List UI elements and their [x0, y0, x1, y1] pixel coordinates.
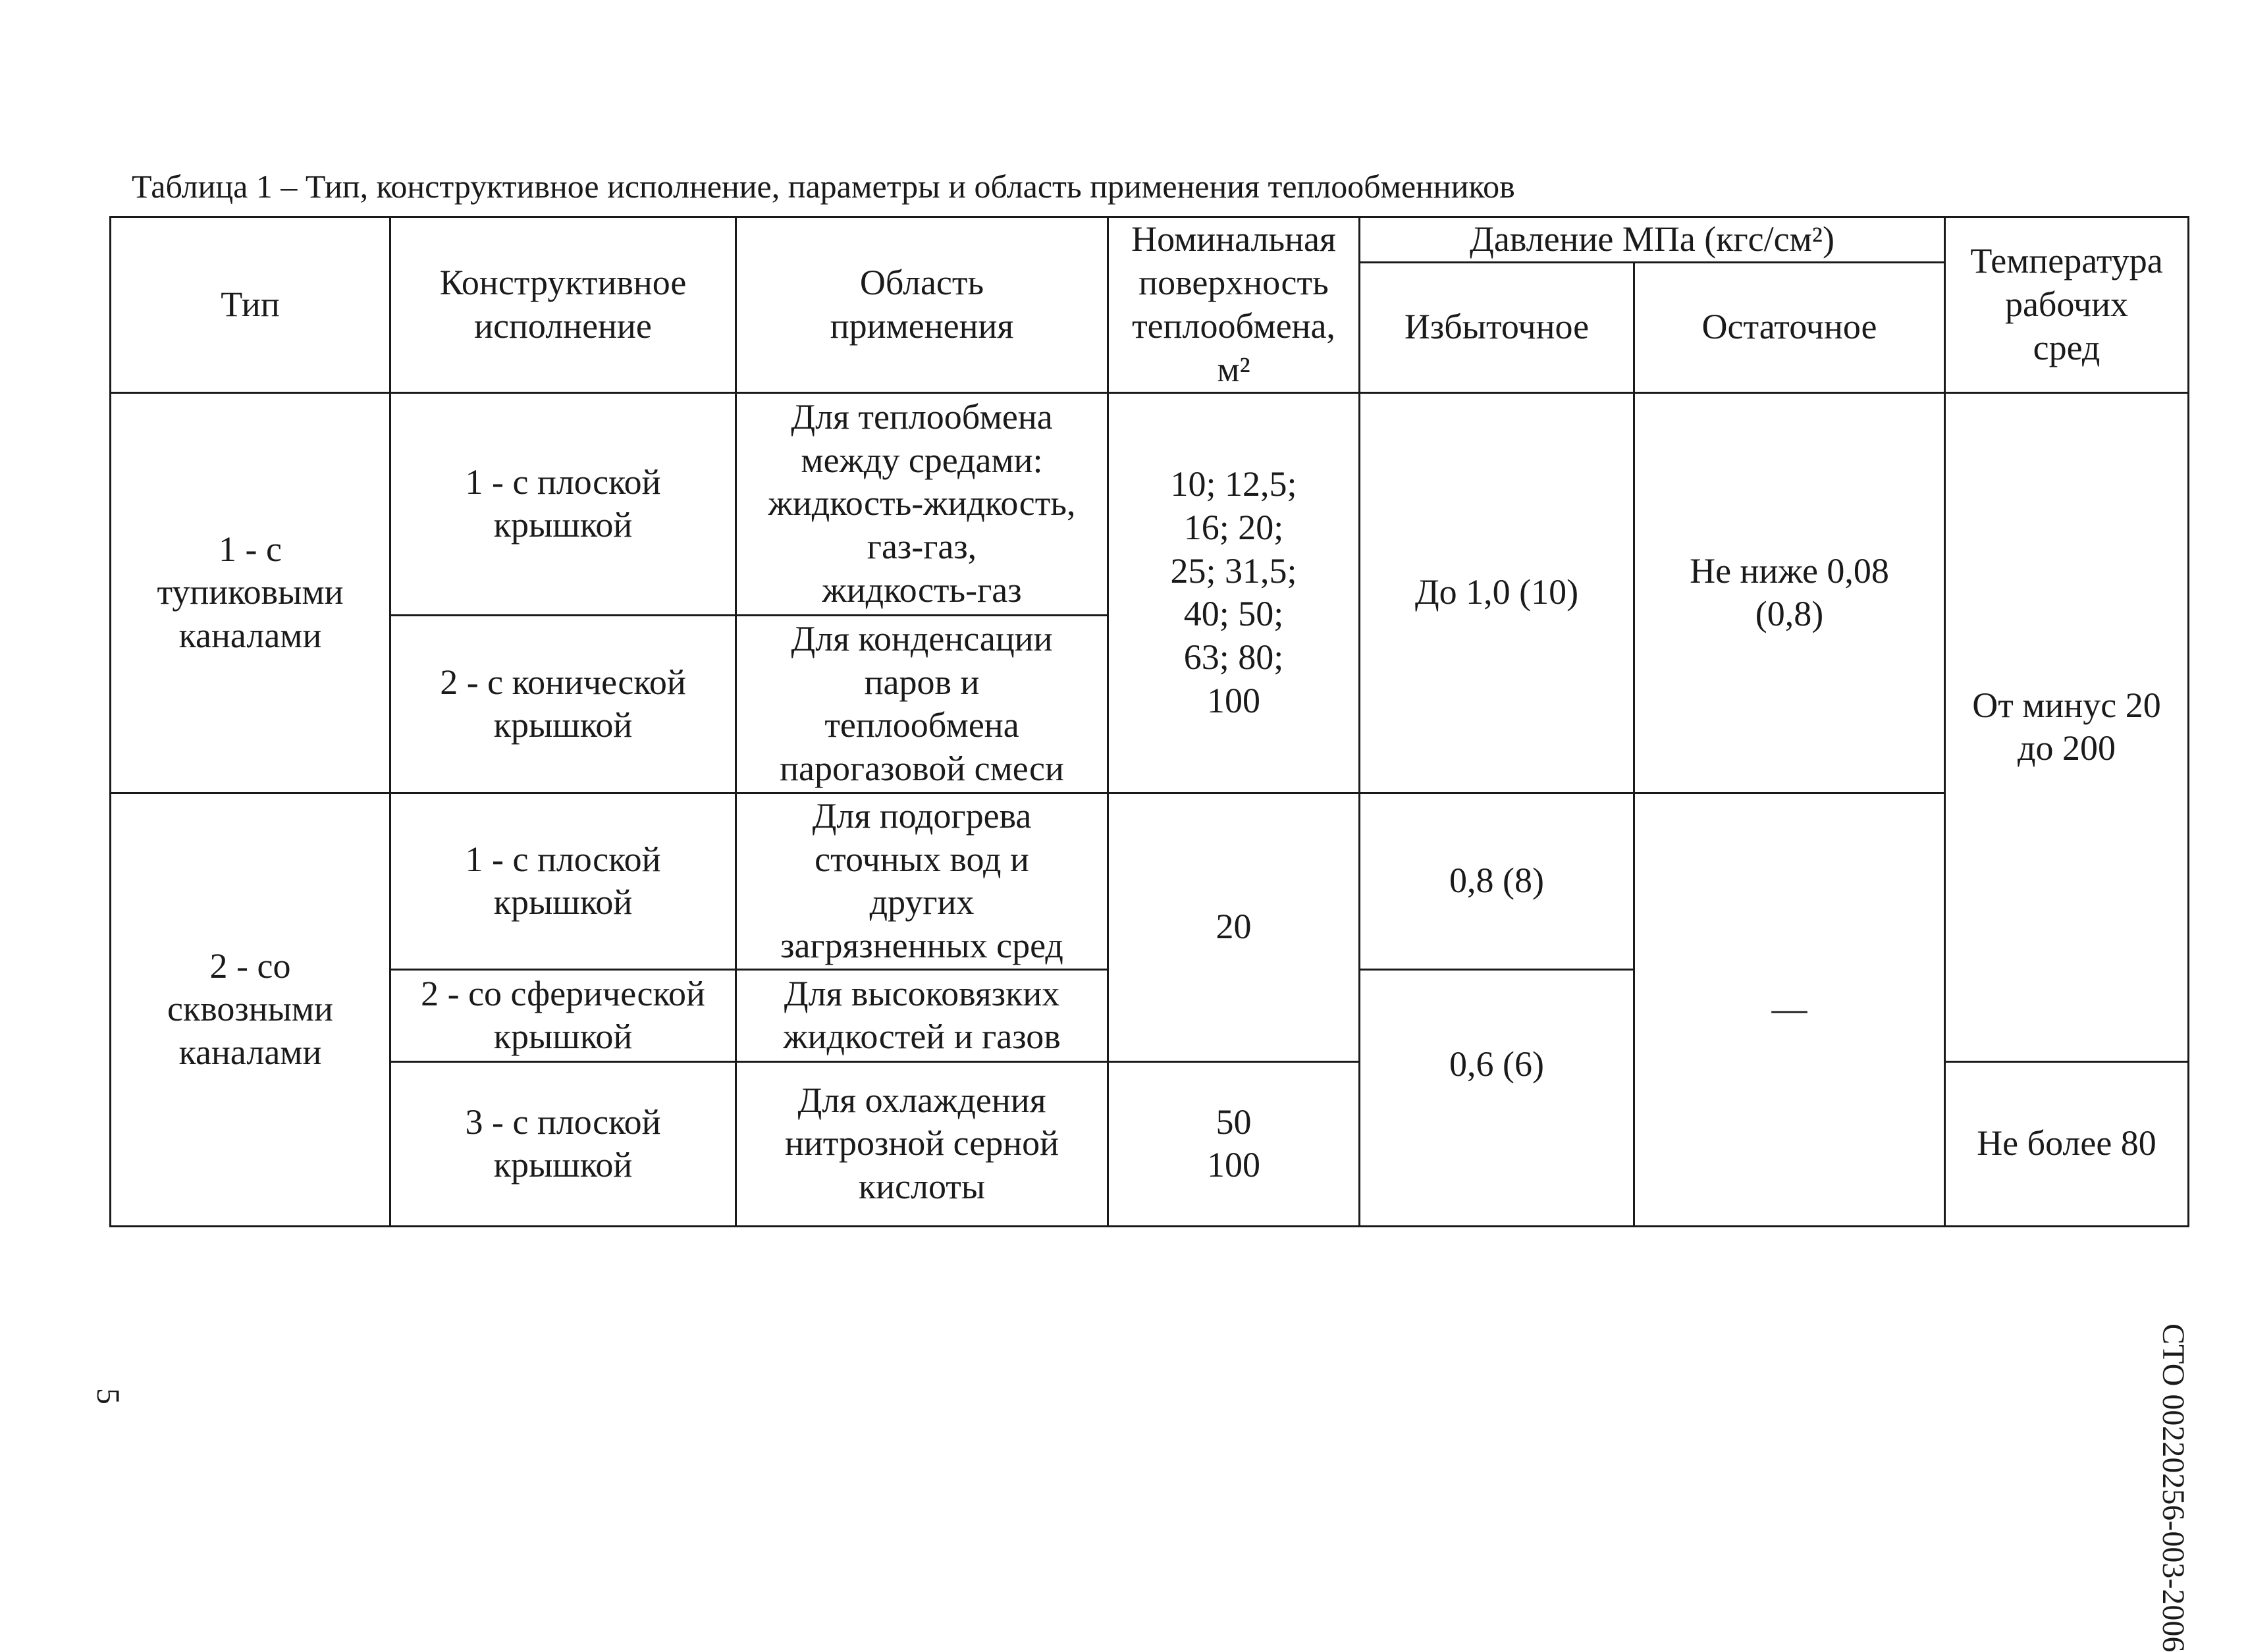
header-type: Тип — [111, 217, 390, 393]
row3-application: Для подогрева сточных вод и других загрязненных сред — [736, 793, 1108, 969]
row3-design: 1 - с плоской крышкой — [390, 793, 736, 969]
temperature-2: Не более 80 — [1945, 1061, 2189, 1226]
type-2-cell: 2 - со сквозными каналами — [111, 793, 390, 1226]
header-application: Область применения — [736, 217, 1108, 393]
group1-residual: Не ниже 0,08 (0,8) — [1634, 392, 1945, 793]
row4-application: Для высоковязких жидкостей и газов — [736, 969, 1108, 1061]
row2-application: Для конденсации паров и теплообмена парогазовой смеси — [736, 615, 1108, 793]
group1-excess: До 1,0 (10) — [1360, 392, 1634, 793]
row2-design: 2 - с конической крышкой — [390, 615, 736, 793]
row34-surface: 20 — [1108, 793, 1360, 1061]
header-pressure: Давление МПа (кгс/см²) — [1360, 217, 1945, 263]
header-design: Конструктивное исполнение — [390, 217, 736, 393]
header-temperature: Температура рабочих сред — [1945, 217, 2189, 393]
row3-excess: 0,8 (8) — [1360, 793, 1634, 969]
type-1-cell: 1 - с тупиковыми каналами — [111, 392, 390, 793]
document-code: СТО 00220256-003-2006 — [2156, 1323, 2191, 1652]
table-caption: Таблица 1 – Тип, конструктивное исполнение, параметры и область применения теплообменников — [132, 168, 1515, 205]
row5-surface: 50 100 — [1108, 1061, 1360, 1226]
row1-application: Для теплообмена между средами: жидкость-жидкость, газ-газ, жидкость-газ — [736, 392, 1108, 615]
row4-design: 2 - со сферической крышкой — [390, 969, 736, 1061]
heat-exchanger-table — [109, 216, 2189, 1227]
temperature-1: От минус 20 до 200 — [1945, 392, 2189, 1061]
row5-application: Для охлаждения нитрозной серной кислоты — [736, 1061, 1108, 1226]
group1-surface: 10; 12,5; 16; 20; 25; 31,5; 40; 50; 63; 80; 100 — [1108, 392, 1360, 793]
row1-design: 1 - с плоской крышкой — [390, 392, 736, 615]
header-excess: Избыточное — [1360, 262, 1634, 392]
row5-design: 3 - с плоской крышкой — [390, 1061, 736, 1226]
page-number: 5 — [90, 1388, 127, 1404]
row45-excess: 0,6 (6) — [1360, 969, 1634, 1226]
header-residual: Остаточное — [1634, 262, 1945, 392]
header-surface: Номинальная поверхность теплообмена, м² — [1108, 217, 1360, 393]
group2-residual: — — [1634, 793, 1945, 1226]
